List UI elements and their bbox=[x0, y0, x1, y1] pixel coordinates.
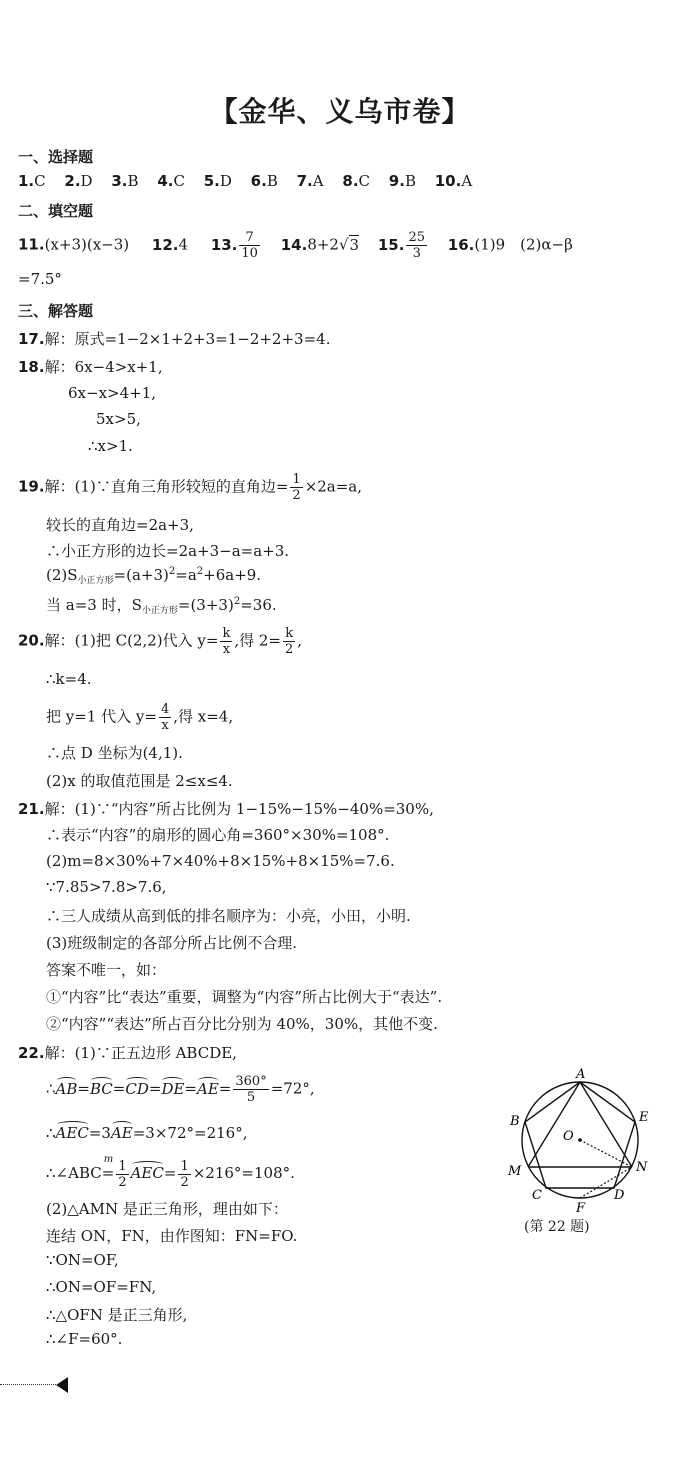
q22-line8: ∴ON=OF=FN, bbox=[46, 1278, 157, 1296]
mc-item: 2.D bbox=[64, 172, 93, 190]
mc-item: 1.C bbox=[18, 172, 46, 190]
section-heading-choice: 一、选择题 bbox=[18, 148, 94, 166]
q17: 17.解：原式=1−2×1+2+3=1−2+2+3=4. bbox=[18, 330, 331, 348]
q19-line2: 较长的直角边=2a+3, bbox=[46, 516, 194, 534]
page-turn-arrow-icon bbox=[56, 1377, 68, 1393]
q22-line1: 22.解：(1)∵正五边形 ABCDE, bbox=[18, 1044, 237, 1062]
fill-q16-cont: =7.5° bbox=[18, 270, 62, 288]
q18-line4: ∴x>1. bbox=[88, 437, 133, 455]
q20-line5: (2)x 的取值范围是 2≤x≤4. bbox=[46, 772, 233, 790]
q22-line4: ∴∠ABC m = $\frac{1}{2}$ AEC= $\frac{1}{2}$ ×216°=108°. bbox=[46, 1154, 295, 1190]
q22-line5: (2)△AMN 是正三角形，理由如下： bbox=[46, 1200, 288, 1218]
q18-line3: 5x>5, bbox=[96, 410, 141, 428]
label-o: O bbox=[563, 1129, 574, 1144]
label-f: F bbox=[576, 1201, 586, 1216]
triangle-side-an bbox=[580, 1082, 632, 1167]
q19-line5: 当 a=3 时，$S_{小正方形}=(3+3)^2=36$. bbox=[46, 596, 277, 616]
q21-line1: 21.解：(1)∵“内容”所占比例为 1−15%−15%−40%=30%, bbox=[18, 800, 434, 818]
q20-line3: 把 y=1 代入 y= $\frac{4}{x}$ ,得 x=4, bbox=[46, 702, 234, 733]
label-n: N bbox=[636, 1160, 648, 1175]
mc-item: 5.D bbox=[203, 172, 232, 190]
mc-item: 8.C bbox=[342, 172, 371, 190]
q19-line4: $(2)S_{小正方形}=(a+3)^2=a^2+6a+9$. bbox=[46, 566, 262, 586]
figure-caption: (第 22 题) bbox=[524, 1219, 590, 1235]
section-heading-fill: 二、填空题 bbox=[18, 202, 94, 220]
q21-line6: (3)班级制定的各部分所占比例不合理. bbox=[46, 934, 298, 952]
fill-answers: 11.(x+3)(x−3) 12.4 13. $\frac{7}{10}$ 14.8+2√3 15. $\frac{25}{3}$ 16.(1)9 (2)α−β bbox=[18, 230, 573, 261]
q19-line1: 19.解：(1)∵直角三角形较短的直角边= $\frac{1}{2}$ ×2a=a, bbox=[18, 472, 363, 503]
q19-line3: ∴小正方形的边长=2a+3−a=a+3. bbox=[46, 542, 290, 560]
label-b: B bbox=[510, 1114, 520, 1129]
q21-line7: 答案不唯一，如： bbox=[46, 961, 167, 979]
q22-line6: 连结 ON，FN，由作图知：FN=FO. bbox=[46, 1227, 298, 1245]
label-e: E bbox=[639, 1110, 649, 1125]
q18-line1: 18.解：6x−4>x+1, bbox=[18, 358, 163, 376]
triangle-side-am bbox=[528, 1082, 580, 1167]
q22-line2: ∴AB=BC=CD=DE=AE= $\frac{360^\circ}{5}$ =72°, bbox=[46, 1074, 315, 1105]
page-title: 【金华、义乌市卷】 bbox=[209, 95, 471, 128]
mc-answers bbox=[18, 172, 486, 190]
pentagon-circle-figure bbox=[500, 1065, 660, 1240]
q21-line5: ∴三人成绩从高到低的排名顺序为：小亮，小田，小明. bbox=[46, 907, 411, 925]
q20-line1: 20.解：(1)把 C(2,2)代入 y= $\frac{k}{x}$ ,得 2= $\frac{k}{2}$ , bbox=[18, 626, 303, 657]
label-a: A bbox=[576, 1067, 586, 1082]
fraction: $\frac{7}{10}$ bbox=[241, 230, 258, 261]
mc-item: 9.B bbox=[388, 172, 416, 190]
q21-line9: ②“内容”“表达”所占百分比分别为 40%，30%，其他不变. bbox=[46, 1015, 438, 1033]
q22-line3: ∴AEC=3AE=3×72°=216°, bbox=[46, 1124, 248, 1142]
q20-line2: ∴k=4. bbox=[46, 670, 92, 688]
q21-line2: ∴表示“内容”的扇形的圆心角=360°×30%=108°. bbox=[46, 826, 390, 844]
label-d: D bbox=[614, 1188, 625, 1203]
q22-line9: ∴△OFN 是正三角形, bbox=[46, 1306, 188, 1324]
page-turn-dotted-line bbox=[0, 1384, 56, 1385]
mc-item: 7.A bbox=[296, 172, 324, 190]
fraction: $\frac{25}{3}$ bbox=[408, 230, 425, 261]
mc-item: 3.B bbox=[111, 172, 139, 190]
q22-line7: ∵ON=OF, bbox=[46, 1251, 119, 1269]
q21-line3: (2)m=8×30%+7×40%+8×15%+8×15%=7.6. bbox=[46, 852, 395, 870]
label-m: M bbox=[508, 1164, 522, 1179]
label-c: C bbox=[532, 1188, 542, 1203]
section-heading-solve: 三、解答题 bbox=[18, 302, 94, 320]
q22-line10: ∴∠F=60°. bbox=[46, 1330, 123, 1348]
pentagon-abcde bbox=[525, 1082, 635, 1188]
q20-line4: ∴点 D 坐标为(4,1). bbox=[46, 744, 183, 762]
center-point-o bbox=[578, 1138, 582, 1142]
mc-item: 10.A bbox=[434, 172, 473, 190]
mc-item: 6.B bbox=[250, 172, 278, 190]
q21-line8: ①“内容”比“表达”重要，调整为“内容”所占比例大于“表达”. bbox=[46, 988, 443, 1006]
q21-line4: ∵7.85>7.8>7.6, bbox=[46, 878, 167, 896]
mc-item: 4.C bbox=[157, 172, 185, 190]
q18-line2: 6x−x>4+1, bbox=[68, 384, 157, 402]
